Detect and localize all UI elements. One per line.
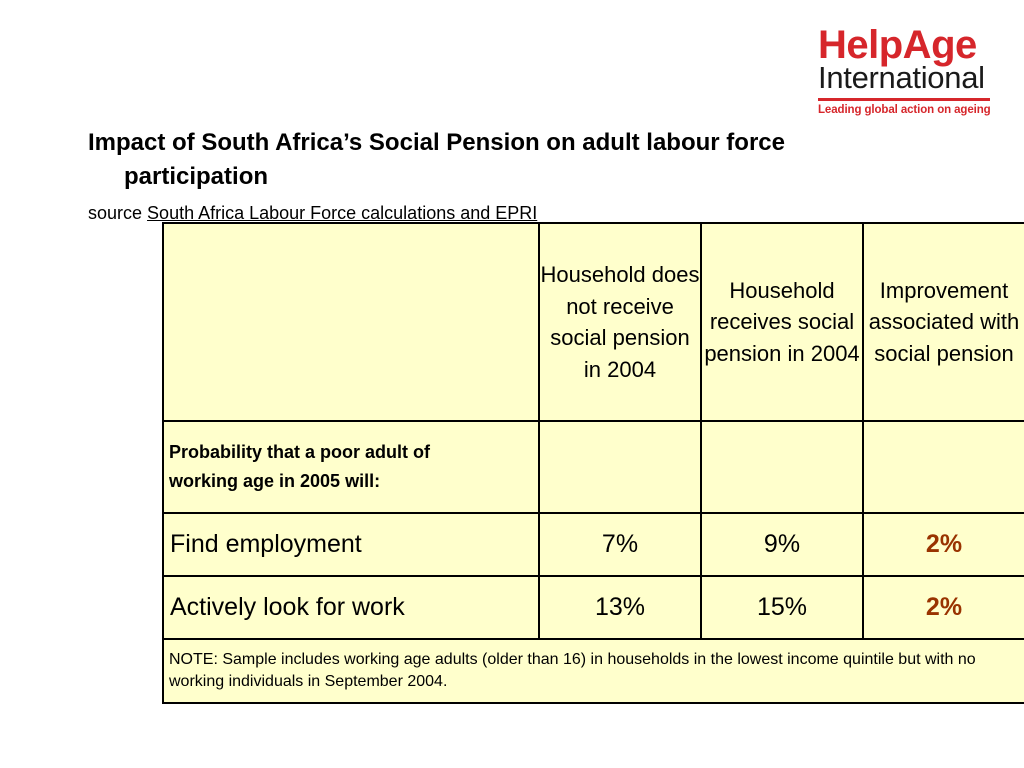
logo-divider bbox=[818, 98, 990, 101]
source-prefix: source bbox=[88, 203, 143, 223]
logo-wordmark-international: International bbox=[818, 60, 985, 95]
probability-label: Probability that a poor adult of working age in 2005 will: bbox=[169, 442, 430, 491]
helpage-logo bbox=[818, 23, 994, 116]
table-row bbox=[163, 576, 1024, 639]
logo-tagline: Leading global action on ageing bbox=[818, 104, 991, 116]
header-no-pension: Household does not receive social pension in 2004 bbox=[539, 223, 701, 421]
note-row bbox=[163, 639, 1024, 703]
value-no-pension: 13% bbox=[539, 576, 701, 639]
probability-row bbox=[163, 421, 1024, 513]
value-no-pension: 7% bbox=[539, 513, 701, 576]
row-label-find-employment: Find employment bbox=[163, 513, 539, 576]
header-blank-cell bbox=[163, 223, 539, 421]
row-label-look-for-work: Actively look for work bbox=[163, 576, 539, 639]
header-pension: Household receives social pension in 2004 bbox=[701, 223, 863, 421]
table-header-row bbox=[163, 223, 1024, 421]
source-link[interactable]: South Africa Labour Force calculations and EPRI bbox=[147, 203, 538, 223]
value-pension: 15% bbox=[701, 576, 863, 639]
table-note: NOTE: Sample includes working age adults (older than 16) in households in the lowest income quintile but with no working individuals in September 2004. bbox=[163, 639, 1024, 703]
empty-cell bbox=[539, 421, 701, 513]
page-title-line1: Impact of South Africa’s Social Pension on adult labour force bbox=[88, 129, 785, 156]
value-improvement: 2% bbox=[863, 513, 1024, 576]
pension-impact-table bbox=[162, 222, 1024, 704]
value-pension: 9% bbox=[701, 513, 863, 576]
probability-label-cell bbox=[163, 421, 539, 513]
page-title-line2: participation bbox=[124, 163, 269, 190]
empty-cell bbox=[863, 421, 1024, 513]
empty-cell bbox=[701, 421, 863, 513]
table-row bbox=[163, 513, 1024, 576]
value-improvement: 2% bbox=[863, 576, 1024, 639]
logo-wordmark-helpage: HelpAge bbox=[818, 23, 977, 67]
page-title bbox=[88, 126, 968, 194]
header-improvement: Improvement associated with social pension bbox=[863, 223, 1024, 421]
